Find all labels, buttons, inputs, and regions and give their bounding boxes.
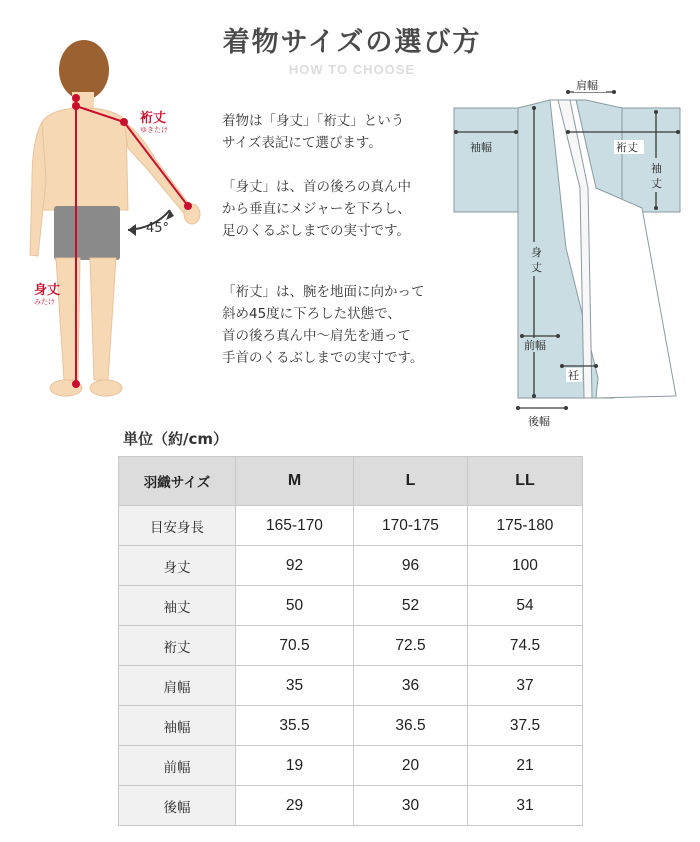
table-cell: 29 (236, 786, 354, 826)
table-row-label: 裄丈 (119, 626, 236, 666)
table-cell: 50 (236, 586, 354, 626)
table-row-label: 袖丈 (119, 586, 236, 626)
table-header-cell: LL (468, 457, 583, 506)
table-cell: 165-170 (236, 506, 354, 546)
description-line: 手首のくるぶしまでの実寸です。 (222, 350, 424, 366)
table-cell: 36 (354, 666, 468, 706)
description-line: 「裄丈」は、腕を地面に向かって (222, 284, 425, 300)
description-paragraph-2 (222, 176, 411, 242)
label-mitake-1: 身 (531, 246, 542, 259)
table-cell: 20 (354, 746, 468, 786)
label-maehaba: 前幅 (524, 339, 546, 352)
table-cell: 170-175 (354, 506, 468, 546)
table-row-label: 目安身長 (119, 506, 236, 546)
label-sodetake-1: 袖 (651, 162, 662, 175)
table-cell: 30 (354, 786, 468, 826)
hair-shape (59, 40, 109, 100)
table-row (119, 746, 583, 786)
label-mitake-ruby: みたけ (34, 298, 55, 306)
kimono-measurement-diagram (446, 78, 691, 434)
page-subtitle: HOW TO CHOOSE (288, 62, 416, 77)
label-yuki-ruby: ゆきたけ (140, 126, 168, 134)
description-line: 「身丈」は、首の後ろの真ん中 (222, 179, 411, 195)
table-cell: 35 (236, 666, 354, 706)
table-header-row (119, 457, 583, 506)
table-header-cell: L (354, 457, 468, 506)
table-header-cell: M (236, 457, 354, 506)
table-cell: 19 (236, 746, 354, 786)
table-row (119, 586, 583, 626)
table-cell: 37.5 (468, 706, 583, 746)
description-line: 着物は「身丈」「裄丈」という (222, 113, 405, 129)
table-cell: 37 (468, 666, 583, 706)
description-line: から垂直にメジャーを下ろし、 (222, 201, 411, 217)
label-sodehaba: 袖幅 (470, 141, 492, 154)
table-row (119, 706, 583, 746)
description-line: 首の後ろ真ん中～肩先を通って (222, 328, 411, 344)
description-line: 斜め45度に下ろした状態で、 (222, 306, 401, 322)
table-row-label: 前幅 (119, 746, 236, 786)
size-table (118, 456, 583, 826)
angle-label: 45° (146, 221, 170, 236)
table-row (119, 506, 583, 546)
table-row (119, 666, 583, 706)
page-title: 着物サイズの選び方 (222, 27, 482, 58)
table-row (119, 626, 583, 666)
table-cell: 21 (468, 746, 583, 786)
table-cell: 35.5 (236, 706, 354, 746)
table-cell: 175-180 (468, 506, 583, 546)
description-line: サイズ表記にて選びます。 (222, 135, 382, 151)
description-paragraph-1 (222, 110, 404, 154)
table-header-cell: 羽織サイズ (119, 457, 236, 506)
description-line: 足のくるぶしまでの実寸です。 (222, 223, 410, 239)
left-sleeve-shape (454, 108, 518, 212)
table-cell: 52 (354, 586, 468, 626)
table-cell: 36.5 (354, 706, 468, 746)
table-cell: 72.5 (354, 626, 468, 666)
table-row-label: 身丈 (119, 546, 236, 586)
label-mitake-2: 丈 (531, 261, 542, 274)
label-ushirohaba: 後幅 (528, 415, 550, 428)
label-okumi: 衽 (568, 369, 579, 382)
table-row (119, 546, 583, 586)
label-mitake: 身丈 (34, 283, 61, 298)
table-cell: 74.5 (468, 626, 583, 666)
table-cell: 96 (354, 546, 468, 586)
table-cell: 100 (468, 546, 583, 586)
label-katahaba: 肩幅 (576, 79, 598, 92)
label-sodetake-2: 丈 (651, 177, 662, 190)
table-row-label: 肩幅 (119, 666, 236, 706)
table-row (119, 786, 583, 826)
label-yuki: 裄丈 (140, 111, 167, 126)
table-cell: 70.5 (236, 626, 354, 666)
table-row-label: 後幅 (119, 786, 236, 826)
table-cell: 54 (468, 586, 583, 626)
body-measurement-illustration (20, 30, 220, 415)
shorts-shape (54, 206, 120, 260)
angle-arrow-icon (128, 224, 136, 236)
description-paragraph-3 (222, 281, 425, 369)
table-row-label: 袖幅 (119, 706, 236, 746)
table-cell: 92 (236, 546, 354, 586)
label-yuki-kimono: 裄丈 (616, 141, 638, 154)
unit-label: 単位（約/cm） (123, 430, 229, 448)
table-cell: 31 (468, 786, 583, 826)
